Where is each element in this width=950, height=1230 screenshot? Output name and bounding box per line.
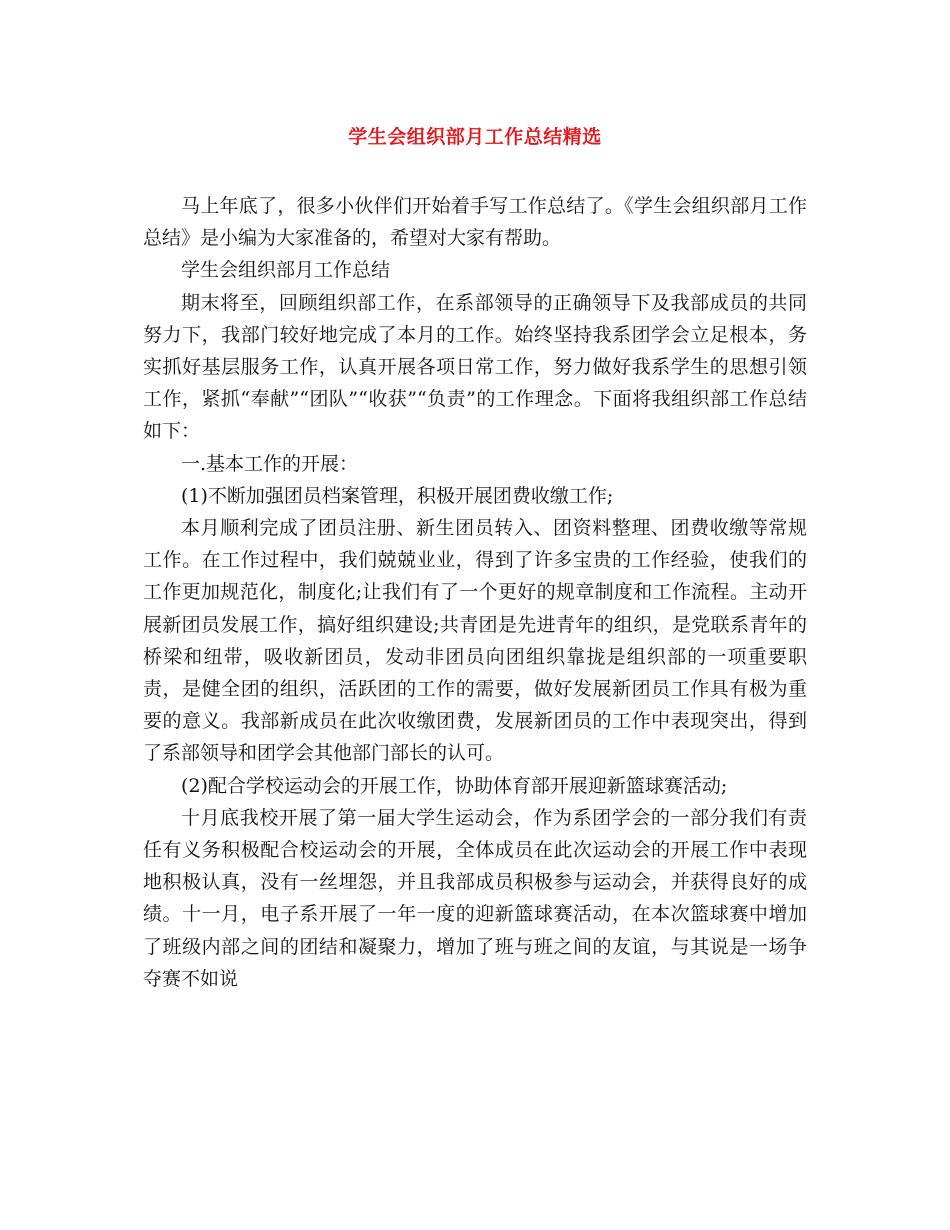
paragraph-item-2: 十月底我校开展了第一届大学生运动会，作为系团学会的一部分我们有责任有义务积极配合校运动会的开展，全体成员在此次运动会的开展工作中表现地积极认真，没有一丝埋怨，并且我部成员积极参与运动会，并获得良好的成绩。十一月，电子系开展了一年一度的迎新篮球赛活动，在本次篮球赛中增加了班级内部之间的团结和凝聚力，增加了班与班之间的友谊，与其说是一场争夺赛不如说 [143, 806, 807, 990]
document-title: 学生会组织部月工作总结精选 [348, 126, 602, 148]
paragraph-subtitle: 学生会组织部月工作总结 [181, 259, 391, 282]
item-heading-1: (1)不断加强团员档案管理，积极开展团费收缴工作; [181, 484, 614, 507]
paragraph-item-1: 本月顺利完成了团员注册、新生团员转入、团资料整理、团费收缴等常规工作。在工作过程中，我们兢兢业业，得到了许多宝贵的工作经验，使我们的工作更加规范化，制度化;让我们有了一个更好的规章制度和工作流程。主动开展新团员发展工作，搞好组织建设;共青团是先进青年的组织，是党联系青年的桥梁和纽带，吸收新团员，发动非团员向团组织靠拢是组织部的一项重要职责，是健全团的组织，活跃团的工作的需要，做好发展新团员工作具有极为重要的意义。我部新成员在此次收缴团费，发展新团员的工作中表现突出，得到了系部领导和团学会其他部门部长的认可。 [143, 517, 807, 765]
paragraph-intro: 马上年底了，很多小伙伴们开始着手写工作总结了。《学生会组织部月工作总结》是小编为大家准备的，希望对大家有帮助。 [143, 195, 807, 250]
document-body [143, 190, 807, 995]
paragraph-overview: 期末将至，回顾组织部工作，在系部领导的正确领导下及我部成员的共同努力下，我部门较好地完成了本月的工作。始终坚持我系团学会立足根本，务实抓好基层服务工作，认真开展各项日常工作，努力做好我系学生的思想引领工作，紧抓“奉献”“团队”“收获”“负责”的工作理念。下面将我组织部工作总结如下： [143, 291, 807, 443]
item-heading-2: (2)配合学校运动会的开展工作，协助体育部开展迎新篮球赛活动; [181, 774, 728, 797]
section-heading-basic-work: 一.基本工作的开展： [181, 452, 359, 475]
